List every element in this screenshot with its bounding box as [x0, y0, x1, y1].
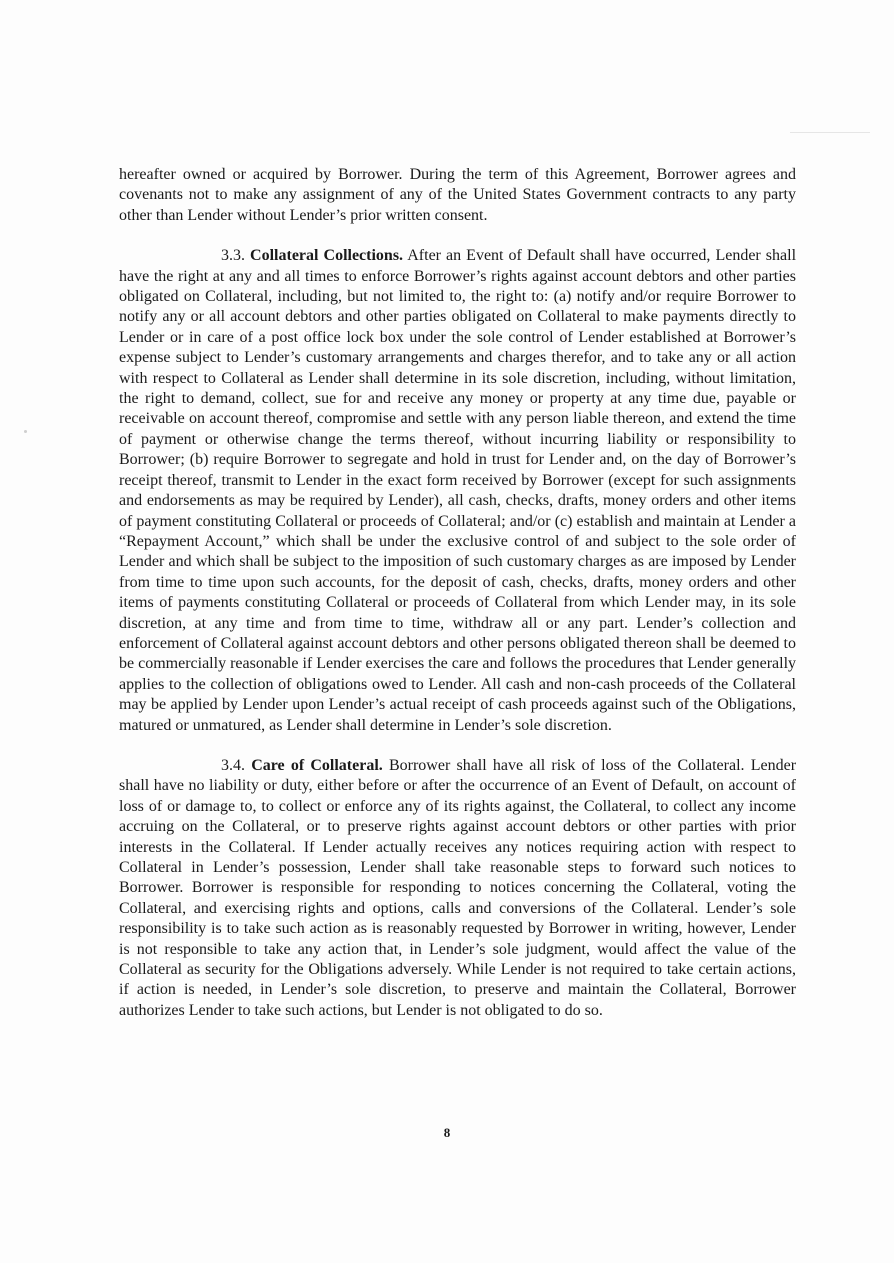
section-3-4-paragraph — [119, 756, 796, 1021]
section-3-3-paragraph — [119, 246, 796, 736]
section-3-4-body: Borrower shall have all risk of loss of the Collateral. Lender shall have no liability or duty, either before or after the occurrence of an Event of Default, on account of loss of or damage to, to collect or enforce any of its rights against, the Collateral, to collect any income accruing on the Collateral, or to preserve rights against account debtors or other parties with prior interests in the Collateral. If Lender actually receives any notices requiring action with respect to Collateral in Lender’s possession, Lender shall take reasonable steps to forward such notices to Borrower. Borrower is responsible for responding to notices concerning the Collateral, voting the Collateral, and exercising rights and options, calls and conversions of the Collateral. Lender’s sole responsibility is to take such action as is reasonably requested by Borrower in writing, however, Lender is not responsible to take any action that, in Lender’s sole judgment, would affect the value of the Collateral as security for the Obligations adversely. While Lender is not required to take certain actions, if action is needed, in Lender’s sole discretion, to preserve and maintain the Collateral, Borrower authorizes Lender to take such actions, but Lender is not obligated to do so. — [119, 756, 797, 1019]
document-body — [119, 165, 796, 1041]
section-3-4-number: 3.4. — [221, 756, 245, 774]
section-3-3-heading: Collateral Collections. — [250, 247, 404, 265]
page-number: 8 — [443, 1125, 451, 1140]
section-3-3-body: After an Event of Default shall have occurred, Lender shall have the right at any and all times to enforce Borrower’s rights against account debtors and other parties obligated on Collateral, including, but not limited to, the right to: (a) notify and/or require Borrower to notify any or all account debtors and other parties obligated on Collateral to make payments directly to Lender or in care of a post office lock box under the sole control of Lender established at Borrower’s expense subject to Lender’s customary arrangements and charges therefor, and to take any or all action with respect to Collateral as Lender shall determine in its sole discretion, including, without limitation, the right to demand, collect, sue for and receive any money or property at any time due, payable or receivable on account thereof, compromise and settle with any person liable thereon, and extend the time of payment or otherwise change the terms thereof, without incurring liability or responsibility to Borrower; (b) require Borrower to segregate and hold in trust for Lender and, on the day of Borrower’s receipt thereof, transmit to Lender in the exact form received by Borrower (except for such assignments and endorsements as may be required by Lender), all cash, checks, drafts, money orders and other items of payment constituting Collateral or proceeds of Collateral; and/or (c) establish and maintain at Lender a “Repayment Account,” which shall be under the exclusive control of and subject to the sole order of Lender and which shall be subject to the imposition of such customary charges as are imposed by Lender from time to time upon such accounts, for the deposit of cash, checks, drafts, money orders and other items of payments constituting Collateral or proceeds of Collateral from which Lender may, in its sole discretion, at any time and from time to time, withdraw all or any part. Lender’s collection and enforcement of Collateral against account debtors and other persons obligated thereon shall be deemed to be commercially reasonable if Lender exercises the care and follows the procedures that Lender generally applies to the collection of obligations owed to Lender. All cash and non-cash proceeds of the Collateral may be applied by Lender upon Lender’s actual receipt of cash proceeds against such of the Obligations, matured or unmatured, as Lender shall determine in Lender’s sole discretion. — [119, 247, 797, 734]
section-3-4-heading: Care of Collateral. — [251, 756, 383, 774]
scan-artifact-line — [790, 132, 870, 133]
intro-paragraph: hereafter owned or acquired by Borrower. During the term of this Agreement, Borrower agrees and covenants not to make any assignment of any of the United States Government contracts to any party other than Lender without Lender’s prior written consent. — [119, 166, 796, 224]
scan-artifact-dot — [24, 430, 27, 433]
section-3-3-number: 3.3. — [221, 247, 245, 265]
